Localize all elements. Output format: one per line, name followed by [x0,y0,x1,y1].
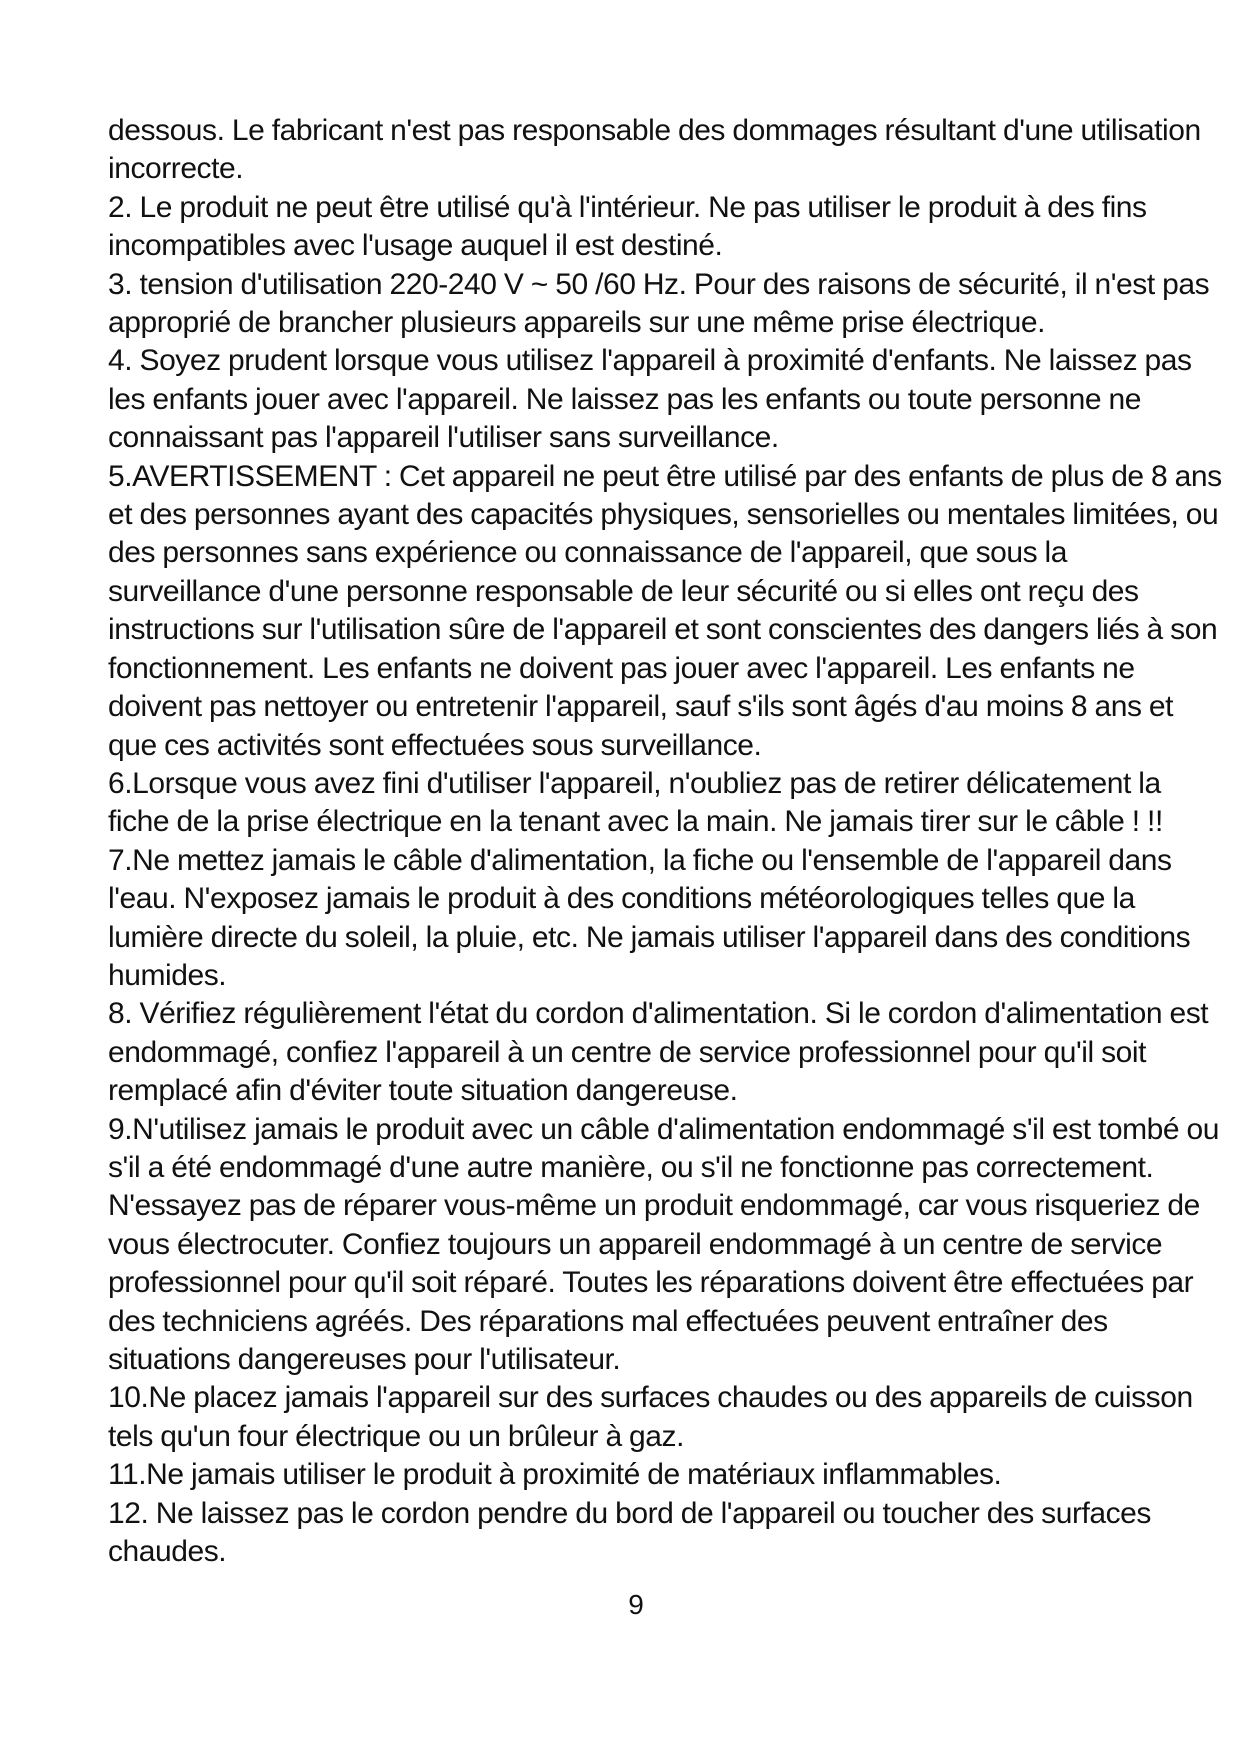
text-line: fiche de la prise électrique en la tenant avec la main. Ne jamais tirer sur le câble ! !! [108,805,1163,839]
text-line: 10.Ne placez jamais l'appareil sur des surfaces chaudes ou des appareils de cuisson [108,1381,1193,1415]
text-line: 4. Soyez prudent lorsque vous utilisez l'appareil à proximité d'enfants. Ne laissez pas [108,344,1192,378]
text-line: incorrecte. [108,152,244,186]
text-line: chaudes. [108,1535,227,1569]
text-line: 11.Ne jamais utiliser le produit à proximité de matériaux inflammables. [108,1458,1002,1492]
text-line: humides. [108,958,227,992]
text-line: remplacé afin d'éviter toute situation dangereuse. [108,1074,738,1108]
text-line: 5.AVERTISSEMENT : Cet appareil ne peut être utilisé par des enfants de plus de 8 ans [108,459,1222,493]
text-line: instructions sur l'utilisation sûre de l'appareil et sont conscientes des dangers liés à son [108,613,1218,647]
text-line: vous électrocuter. Confiez toujours un appareil endommagé à un centre de service [108,1227,1163,1261]
text-line: les enfants jouer avec l'appareil. Ne laissez pas les enfants ou toute personne ne [108,382,1141,416]
text-line: incompatibles avec l'usage auquel il est destiné. [108,229,723,263]
text-line: doivent pas nettoyer ou entretenir l'appareil, sauf s'ils sont âgés d'au moins 8 ans et [108,690,1174,724]
text-line: professionnel pour qu'il soit réparé. Toutes les réparations doivent être effectuées par [108,1266,1194,1300]
text-line: 7.Ne mettez jamais le câble d'alimentation, la fiche ou l'ensemble de l'appareil dans [108,843,1172,877]
text-line: et des personnes ayant des capacités physiques, sensorielles ou mentales limitées, ou [108,498,1219,532]
text-line: lumière directe du soleil, la pluie, etc. Ne jamais utiliser l'appareil dans des conditions [108,920,1191,954]
text-line: 6.Lorsque vous avez fini d'utiliser l'appareil, n'oubliez pas de retirer délicatement la [108,766,1161,800]
text-line: 9.N'utilisez jamais le produit avec un câble d'alimentation endommagé s'il est tombé ou [108,1112,1219,1146]
text-line: surveillance d'une personne responsable de leur sécurité ou si elles ont reçu des [108,574,1139,608]
text-line: des techniciens agréés. Des réparations mal effectuées peuvent entraîner des [108,1304,1108,1338]
text-line: 12. Ne laissez pas le cordon pendre du bord de l'appareil ou toucher des surfaces [108,1496,1151,1530]
page-number: 9 [628,1589,644,1620]
text-line: tels qu'un four électrique ou un brûleur à gaz. [108,1419,684,1453]
text-line: fonctionnement. Les enfants ne doivent pas jouer avec l'appareil. Les enfants ne [108,651,1135,685]
text-line: endommagé, confiez l'appareil à un centre de service professionnel pour qu'il soit [108,1035,1147,1069]
text-line: N'essayez pas de réparer vous-même un produit endommagé, car vous risqueriez de [108,1189,1200,1223]
safety-instructions-text [108,112,1222,1571]
text-line: l'eau. N'exposez jamais le produit à des conditions météorologiques telles que la [108,882,1135,916]
text-line: des personnes sans expérience ou connaissance de l'appareil, que sous la [108,536,1067,570]
text-line: connaissant pas l'appareil l'utiliser sans surveillance. [108,421,779,455]
text-line: approprié de brancher plusieurs appareils sur une même prise électrique. [108,306,1045,340]
text-line: dessous. Le fabricant n'est pas responsable des dommages résultant d'une utilisation [108,114,1201,147]
text-line: 8. Vérifiez régulièrement l'état du cordon d'alimentation. Si le cordon d'alimentation est [108,997,1209,1031]
text-line: s'il a été endommagé d'une autre manière, ou s'il ne fonctionne pas correctement. [108,1150,1154,1184]
text-line: 3. tension d'utilisation 220-240 V ~ 50 /60 Hz. Pour des raisons de sécurité, il n'est pas [108,267,1210,301]
text-line: que ces activités sont effectuées sous surveillance. [108,728,762,762]
text-line: 2. Le produit ne peut être utilisé qu'à l'intérieur. Ne pas utiliser le produit à des fins [108,190,1147,224]
text-line: situations dangereuses pour l'utilisateur. [108,1343,621,1376]
